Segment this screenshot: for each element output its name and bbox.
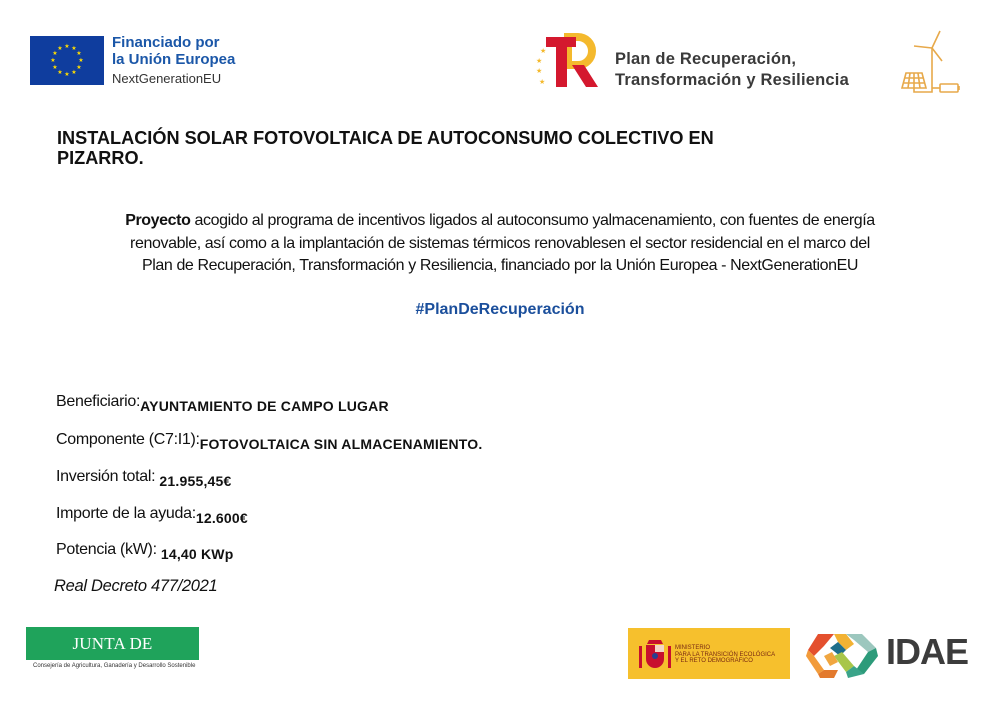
detail-label: Inversión total:	[56, 468, 156, 485]
eu-line-1: Financiado por	[112, 34, 220, 51]
svg-text:★: ★	[71, 69, 77, 76]
detail-value: 21.955,45€	[159, 473, 232, 489]
prtr-line-1: Plan de Recuperación,	[615, 50, 797, 68]
detail-value: 12.600€	[195, 510, 248, 526]
eu-line-2: la Unión Europea	[112, 51, 236, 68]
svg-text:★: ★	[64, 43, 70, 50]
svg-text:★: ★	[76, 50, 82, 57]
wind-solar-battery-icon	[898, 28, 968, 94]
prtr-tr-logo	[532, 33, 602, 89]
ministerio-line-1: MINISTERIO	[675, 645, 711, 651]
detail-value: FOTOVOLTAICA SIN ALMACENAMIENTO.	[199, 436, 483, 452]
junta-extremadura-logo: JUNTA DE EXTREMADURA	[26, 627, 199, 660]
svg-text:★: ★	[50, 57, 56, 64]
detail-potencia	[56, 541, 234, 562]
detail-componente	[56, 431, 483, 452]
svg-text:★: ★	[539, 78, 546, 86]
svg-text:★: ★	[52, 64, 58, 71]
description-line-2: renovable, así como a la implantación de sistemas térmicos renovablesen el sector residencial en el marco del	[130, 234, 870, 252]
detail-label: Beneficiario:	[56, 393, 141, 410]
idae-label: IDAE	[886, 631, 969, 672]
tr-mark-icon	[532, 33, 602, 89]
page-title	[57, 128, 919, 168]
description-line-1	[40, 210, 960, 233]
detail-value: AYUNTAMIENTO DE CAMPO LUGAR	[140, 398, 389, 414]
decree-reference: Real Decreto 477/2021	[54, 577, 218, 595]
title-line-2: PIZARRO.	[57, 147, 144, 168]
description-lead: Proyecto	[125, 212, 191, 229]
detail-importe-ayuda	[56, 505, 248, 526]
svg-text:★: ★	[536, 57, 543, 65]
detail-label: Componente (C7:I1):	[56, 431, 200, 448]
detail-inversion-total	[56, 468, 232, 489]
detail-value: 14,40 KWp	[160, 546, 234, 562]
svg-text:★: ★	[57, 69, 63, 76]
prtr-text	[615, 49, 849, 91]
ministerio-line-3: Y EL RETO DEMOGRÁFICO	[675, 658, 753, 664]
detail-beneficiario	[56, 393, 389, 414]
title-line-1: INSTALACIÓN SOLAR FOTOVOLTAICA DE AUTOCONSUMO COLECTIVO EN	[57, 127, 714, 148]
eu-stars-icon	[30, 36, 104, 85]
description-line-1-rest: acogido al programa de incentivos ligados al autoconsumo yalmacenamiento, con fuentes de energía	[190, 212, 875, 229]
prtr-line-2: Transformación y Resiliencia	[615, 71, 849, 89]
eu-flag-logo	[30, 36, 104, 85]
svg-text:★: ★	[540, 47, 547, 55]
ministerio-text	[675, 645, 775, 665]
svg-text:★: ★	[536, 67, 543, 75]
svg-text:★: ★	[71, 45, 77, 52]
spain-coat-of-arms-icon	[636, 634, 676, 674]
junta-subtitle: Consejería de Agricultura, Ganadería y Desarrollo Sostenible	[33, 663, 196, 669]
description-line-3: Plan de Recuperación, Transformación y Resiliencia, financiado por la Unión Europea - NextGenerationEU	[141, 257, 859, 274]
svg-text:★: ★	[78, 57, 84, 64]
idae-mark-icon	[804, 626, 882, 680]
svg-text:★: ★	[64, 71, 70, 78]
svg-text:★: ★	[57, 45, 63, 52]
eu-line-3: NextGenerationEU	[112, 71, 222, 86]
ministerio-line-2: PARA LA TRANSICIÓN ECOLÓGICA	[675, 651, 776, 658]
project-description	[40, 210, 960, 278]
hashtag: #PlanDeRecuperación	[415, 301, 585, 318]
svg-text:★: ★	[76, 64, 82, 71]
detail-label: Importe de la ayuda:	[56, 505, 196, 522]
eu-funding-text	[112, 34, 235, 87]
detail-label: Potencia (kW):	[56, 541, 157, 558]
svg-text:★: ★	[52, 50, 58, 57]
